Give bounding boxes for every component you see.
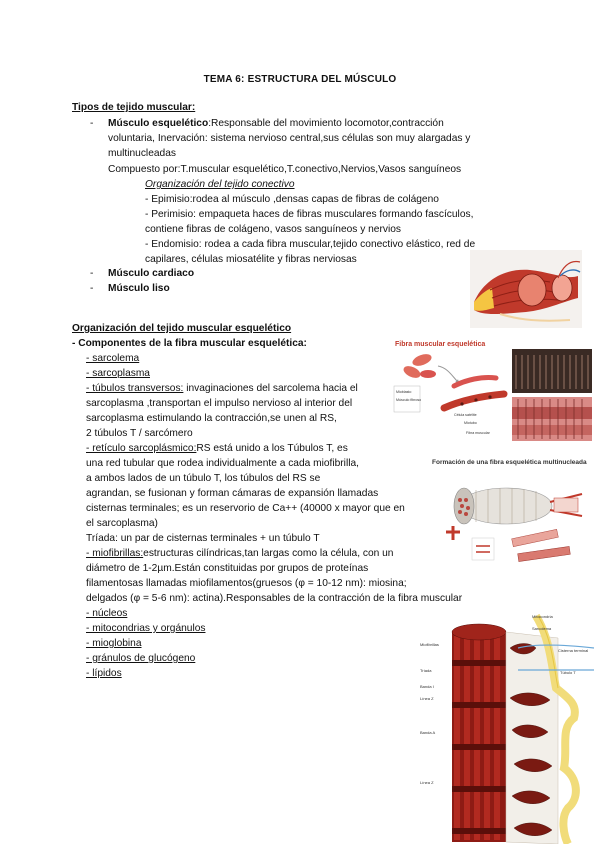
reticulo-line2: una red tubular que rodea individualmente a cada miofibrilla,	[86, 458, 359, 469]
fiber-section	[552, 275, 572, 301]
reticulo-line4: agrandan, se fusionan y forman cámaras de expansión llamadas	[86, 488, 379, 499]
mioglobina-item: - mioglobina	[86, 638, 142, 649]
fig-label: Músculo fibroso	[396, 398, 422, 402]
nucleos-item: - núcleos	[86, 608, 128, 619]
fiber-formation-diagram	[436, 466, 590, 570]
bullet: -	[90, 118, 94, 129]
miofibrillas-line4: delgados (φ = 5-6 nm): actina).Responsables de la contracción de la fibra muscular	[86, 593, 463, 604]
muscle-anatomy-figure	[470, 250, 582, 328]
perimisio-line1: - Perimisio: empaqueta haces de fibras musculares formando fascículos,	[145, 209, 474, 220]
reticulo-line5: cisternas terminales; es un reservorio de Ca++ (40000 x mayor que en	[86, 503, 405, 514]
tubulos-line2: sarcoplasma ,transportan el impulso nervioso al interior del	[86, 398, 353, 409]
lipidos-item: - lípidos	[86, 668, 122, 679]
tubulos-line3: sarcoplasma estimulando la contracción,se unen al RS,	[86, 413, 337, 424]
sarc-label: Banda I	[420, 684, 434, 689]
granulos-item: - gránulos de glucógeno	[86, 653, 196, 664]
esqueletico-line3: multinucleadas	[108, 148, 176, 159]
sarc-label: Línea Z	[420, 696, 434, 701]
myofibril	[512, 529, 559, 546]
reticulo-line3: a ambos lados de un túbulo T, los túbulos del RS se	[86, 473, 321, 484]
striated-micrographs	[512, 349, 592, 441]
sarc-label: Sarcolema	[532, 626, 552, 631]
sarc-label: Miofibrillas	[420, 642, 439, 647]
mitocondrias-item: - mitocondrias y orgánulos	[86, 623, 206, 634]
myofibril	[518, 546, 571, 561]
sarcolema-item: - sarcolema	[86, 353, 140, 364]
myofibril-3d-diagram	[418, 608, 596, 844]
muscle-fiber	[444, 394, 504, 408]
bullet: -	[90, 283, 94, 294]
epimisio-line: - Epimisio:rodea al músculo ,densas capas de fibras de colágeno	[145, 194, 439, 205]
sarc-label: Línea Z	[420, 780, 434, 785]
miofibrillas-label: - miofibrillas:	[86, 548, 144, 559]
myoblast-cell	[402, 364, 423, 381]
fig-label: Miotubo	[464, 421, 477, 425]
myoblast-diagram	[392, 346, 510, 438]
sarc-label: Cisterna terminal	[558, 648, 589, 653]
sarc-label: Banda A	[420, 730, 436, 735]
section-heading-organizacion: Organización del tejido muscular esquelético	[72, 323, 292, 334]
bullet: -	[90, 268, 94, 279]
myoblast-cell	[420, 370, 436, 378]
sarc-label: Mitocondria	[532, 614, 553, 619]
fibra-figure-title: Fibra muscular esquelética	[395, 341, 486, 348]
reticulo-label: - retículo sarcoplásmico:	[86, 443, 197, 454]
fascicle-section	[518, 274, 546, 306]
miofibrillas-line3: filamentosas llamadas miofilamentos(gruesos (φ = 10-12 nm): miosina;	[86, 578, 407, 589]
tubulos-line4: 2 túbulos T / sarcómero	[86, 428, 193, 439]
compuesto-line: Compuesto por:T.muscular esquelético,T.conectivo,Nervios,Vasos sanguíneos	[108, 164, 462, 175]
page-title: TEMA 6: ESTRUCTURA DEL MÚSCULO	[203, 74, 397, 85]
tubulos-line1: - túbulos transversos: invaginaciones del sarcolema hacia el	[86, 383, 358, 394]
org-conectivo-heading: Organización del tejido conectivo	[145, 179, 295, 190]
reticulo-line6: el sarcoplasma)	[86, 518, 158, 529]
fig-label: Fibra muscular	[466, 431, 490, 435]
reticulo-line1: - retículo sarcoplásmico:RS está unido a los Túbulos T, es	[86, 443, 348, 454]
perimisio-line2: contiene fibras de colágeno, vasos sanguíneos y nervios	[145, 224, 401, 235]
sarcoplasma-item: - sarcoplasma	[86, 368, 150, 379]
formacion-figure-title: Formación de una fibra esquelética multinucleada	[432, 459, 587, 466]
tubulos-label: - túbulos transversos:	[86, 383, 184, 394]
fig-label: Mioblasto	[396, 390, 412, 394]
sarc-label: Tríada	[420, 668, 432, 673]
esqueletico-line2: voluntaria, Inervación: sistema nervioso central,sus células son muy alargadas y	[108, 133, 471, 144]
cardiaco-item: Músculo cardiaco	[108, 268, 195, 279]
componentes-heading: - Componentes de la fibra muscular esquelética:	[72, 338, 307, 349]
miofibrillas-line1: - miofibrillas:estructuras cilíndricas,tan largas como la célula, con un	[86, 548, 394, 559]
fig-label: Célula satélite	[454, 413, 477, 417]
section-heading-tipos: Tipos de tejido muscular:	[72, 102, 196, 113]
liso-item: Músculo liso	[108, 283, 170, 294]
myoblast-cell	[411, 352, 433, 368]
esqueletico-label: Músculo esquelético	[108, 118, 209, 129]
sarc-label: Túbulo T	[560, 670, 576, 675]
endomisio-line2: capilares, células miosatélite y fibras nerviosas	[145, 254, 357, 265]
endomisio-line1: - Endomisio: rodea a cada fibra muscular,tejido conectivo elástico, red de	[145, 239, 476, 250]
triada-line: Tríada: un par de cisternas terminales + un túbulo T	[86, 533, 320, 544]
esqueletico-line1: Músculo esquelético:Responsable del movimiento locomotor,contracción	[108, 118, 444, 129]
myotube	[454, 377, 496, 386]
miofibrillas-line2: diámetro de 1-2µm.Están constituidas por grupos de proteínas	[86, 563, 369, 574]
